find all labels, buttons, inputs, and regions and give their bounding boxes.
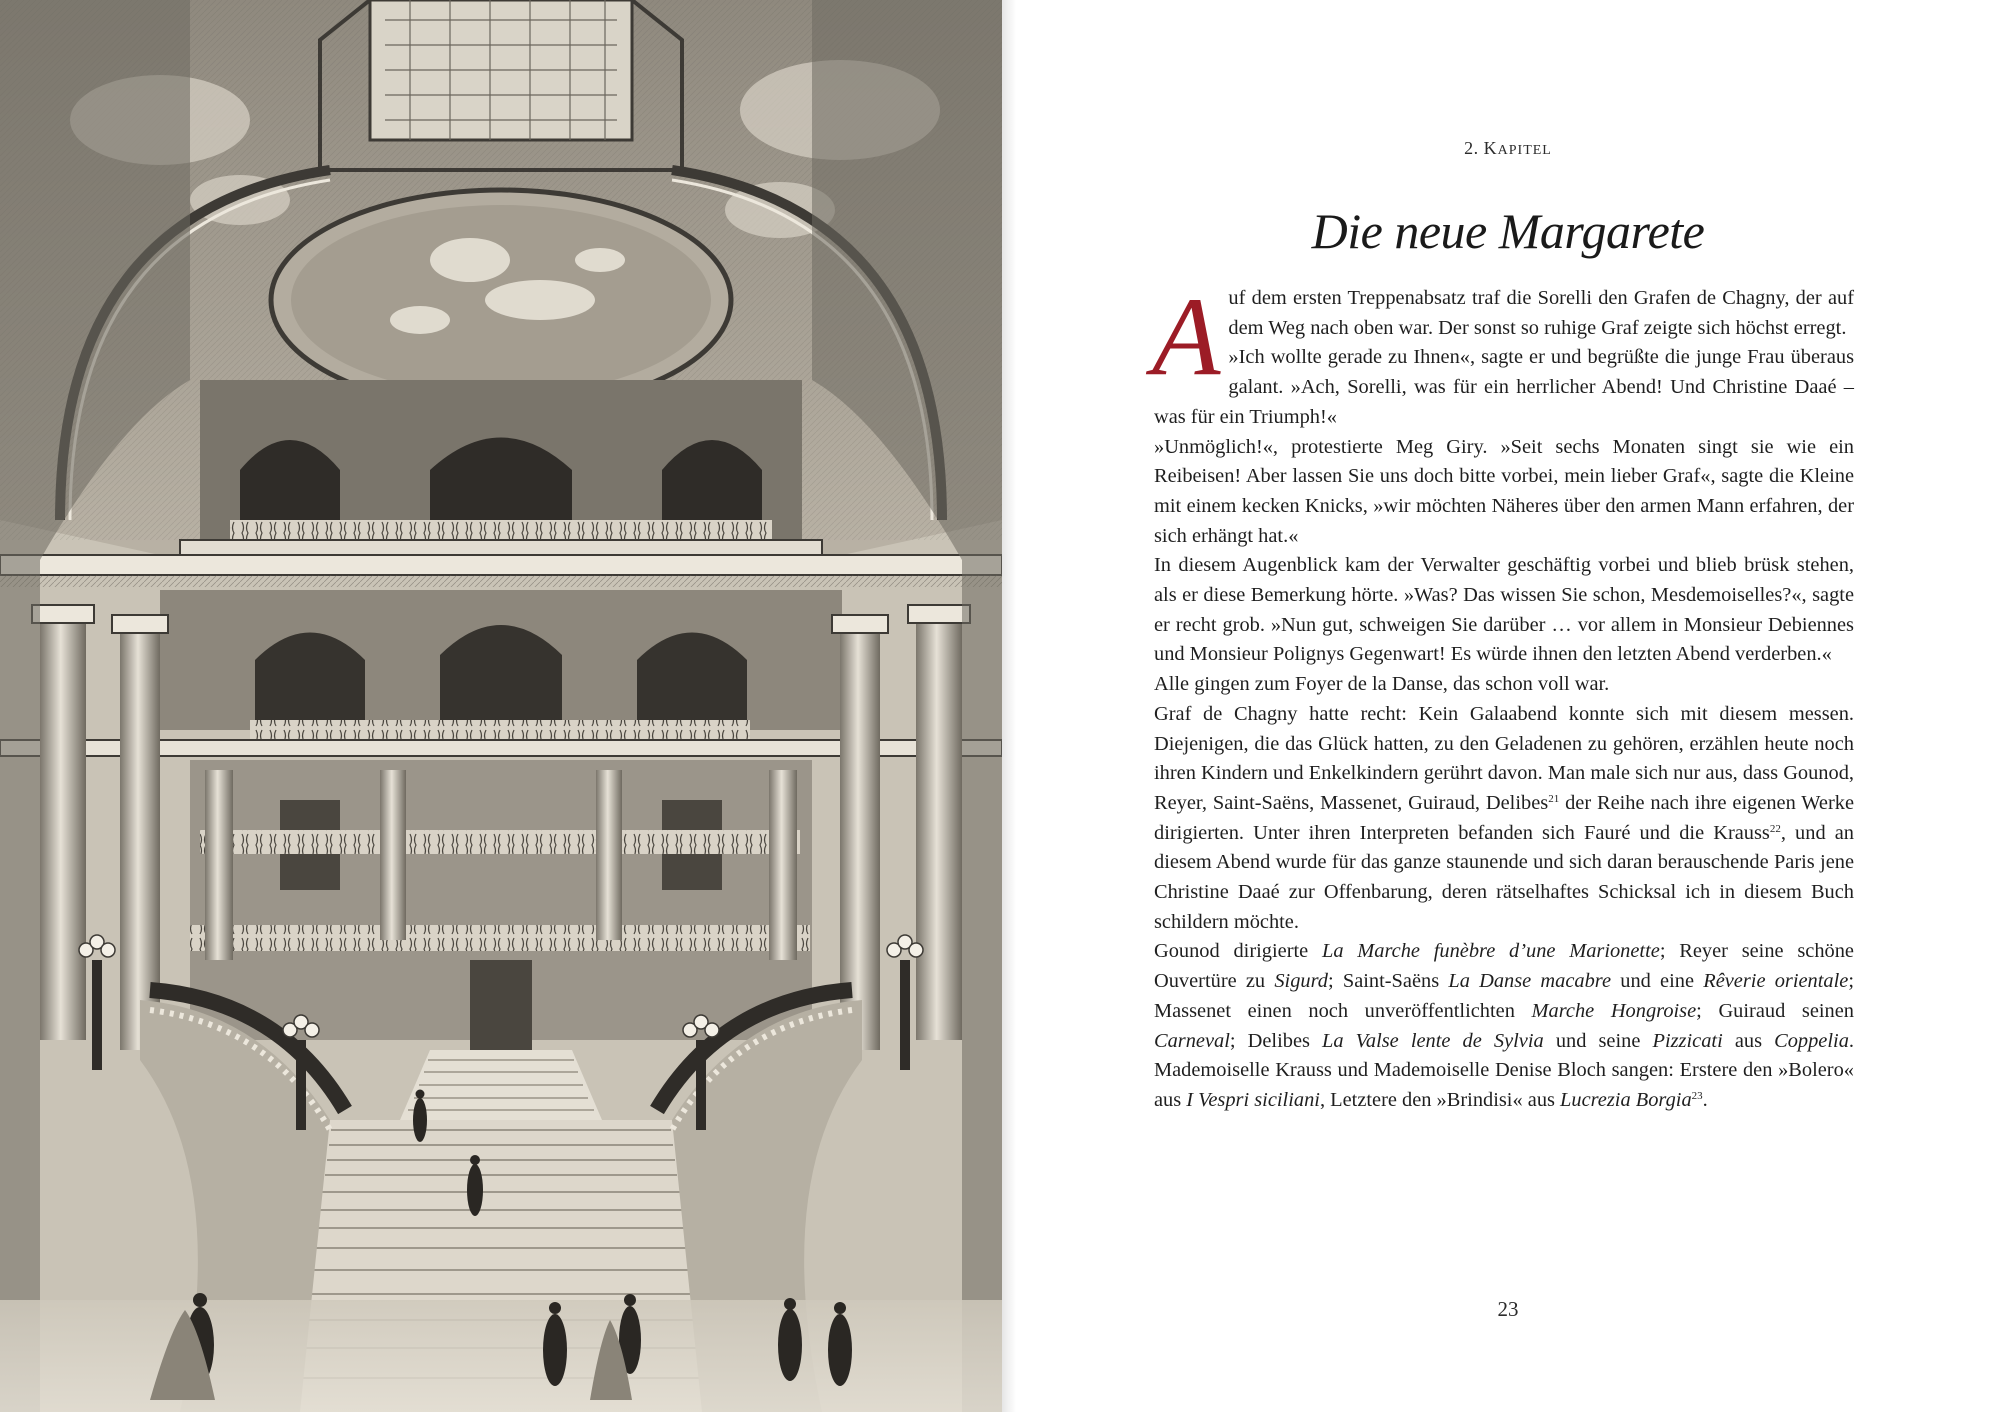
- work-title: La Danse macabre: [1448, 970, 1612, 993]
- text-run: , Letztere den »Brindisi« aus: [1319, 1088, 1561, 1111]
- page-gutter: [1002, 0, 1016, 1412]
- work-title: Carneval: [1154, 1029, 1230, 1052]
- text-run: .: [1702, 1088, 1708, 1111]
- text-run: »Ich wollte gerade zu Ihnen«, sagte er und begrüßte die junge Frau überaus galant. »Ach, Sorelli, was für ein herrlicher Abend! Und Christine Daaé – was für ein Triumph!«: [1154, 346, 1854, 428]
- text-run: In diesem Augenblick kam der Verwalter geschäftig vorbei und blieb brüsk stehen, als er diese Bemerkung hörte. »Was? Das wissen Sie schon, Mesdemoiselles?«, sagte er recht grob. »Nun gut, schweigen Sie darüber … vor allem in Monsieur Debiennes und Monsieur Polignys Gegenwart! Es würde ihnen den letzten Abend verderben.«: [1154, 554, 1854, 666]
- text-run: und eine: [1611, 970, 1704, 993]
- footnote-ref: 22: [1769, 822, 1781, 835]
- text-run: , und an diesem Abend wurde für das ganze staunende und sich daran berauschende Paris jene Christine Daaé zur Offenbarung, deren rätselhaftes Schicksal ich in diesem Buch schildern möchte.: [1154, 821, 1854, 933]
- footnote-ref: 21: [1548, 792, 1560, 805]
- text-run: ; Massenet einen noch unveröffentlichten: [1154, 970, 1854, 1022]
- work-title: Pizzicati: [1652, 1029, 1723, 1052]
- paragraph: [1154, 670, 1854, 700]
- body-text: [1152, 275, 1855, 1116]
- text-run: »Unmöglich!«, protestierte Meg Giry. »Seit sechs Monaten singt sie wie ein Reibeisen! Aber lassen Sie uns doch bitte vorbei, mein lieber Graf«, sagte die Kleine mit einem kecken Knicks, »wir möchten Näheres über den armen Mann erfahren, der sich erhängt hat.«: [1154, 435, 1854, 547]
- text-run: ; Reyer seine schöne Ouvertüre zu: [1154, 940, 1854, 993]
- chapter-number: 2.: [1464, 138, 1479, 158]
- work-title: Rêverie orientale: [1703, 970, 1849, 993]
- text-run: Gounod dirigierte: [1154, 940, 1322, 963]
- work-title: Marche Hongroise: [1531, 999, 1697, 1022]
- work-title: Sigurd: [1274, 970, 1328, 993]
- page-number: 23: [1497, 1297, 1519, 1321]
- work-title: La Valse lente de Sylvia: [1322, 1029, 1544, 1052]
- chapter-word-rest: APITEL: [1497, 143, 1552, 158]
- drop-cap: A: [1152, 275, 1221, 399]
- paragraph: [1154, 343, 1854, 432]
- paragraph: [1154, 700, 1854, 938]
- text-page: [1016, 0, 2000, 1412]
- paragraph: [1154, 937, 1854, 1115]
- text-run: der Reihe nach ihre eigenen Werke dirigierten. Unter ihren Interpreten befanden sich Fauré und die Krauss: [1154, 791, 1855, 844]
- text-run: und seine: [1543, 1029, 1653, 1052]
- text-run: uf dem ersten Treppenabsatz traf die Sorelli den Grafen de Chagny, der auf dem Weg nach oben war. Der sonst so ruhige Graf zeigte sich höchst erregt.: [1228, 287, 1854, 339]
- text-run: aus: [1722, 1029, 1775, 1052]
- text-run: ; Delibes: [1229, 1029, 1323, 1052]
- text-run: ; Guiraud seinen: [1696, 999, 1854, 1022]
- text-run: Alle gingen zum Foyer de la Danse, das schon voll war.: [1154, 673, 1610, 696]
- footnote-ref: 23: [1691, 1089, 1703, 1102]
- chapter-label: [1016, 138, 2000, 159]
- work-title: Lucrezia Borgia: [1560, 1088, 1692, 1111]
- paragraph: [1154, 433, 1854, 552]
- chapter-word: [1483, 138, 1552, 158]
- text-run: Graf de Chagny hatte recht: Kein Galaabend konnte sich mit diesem messen. Diejenigen, die das Glück hatten, zu den Geladenen zu gehören, erzählen heute noch ihren Kindern und Enkelkindern gerührt davon. Man male sich nur aus, dass Gounod, Reyer, Saint-Saëns, Massenet, Guiraud, Delibes: [1154, 702, 1854, 814]
- paragraph: [1154, 551, 1854, 670]
- text-run: . Mademoiselle Krauss und Mademoiselle Denise Bloch sangen: Erstere den »Bolero« aus: [1154, 1029, 1854, 1111]
- work-title: I Vespri siciliani: [1186, 1088, 1320, 1111]
- work-title: Coppelia: [1774, 1029, 1849, 1052]
- work-title: La Marche funèbre d’une Marionette: [1321, 940, 1660, 963]
- chapter-word-initial: K: [1483, 138, 1498, 158]
- chapter-title: Die neue Margarete: [1311, 203, 1705, 259]
- text-run: ; Saint-Saëns: [1327, 970, 1449, 993]
